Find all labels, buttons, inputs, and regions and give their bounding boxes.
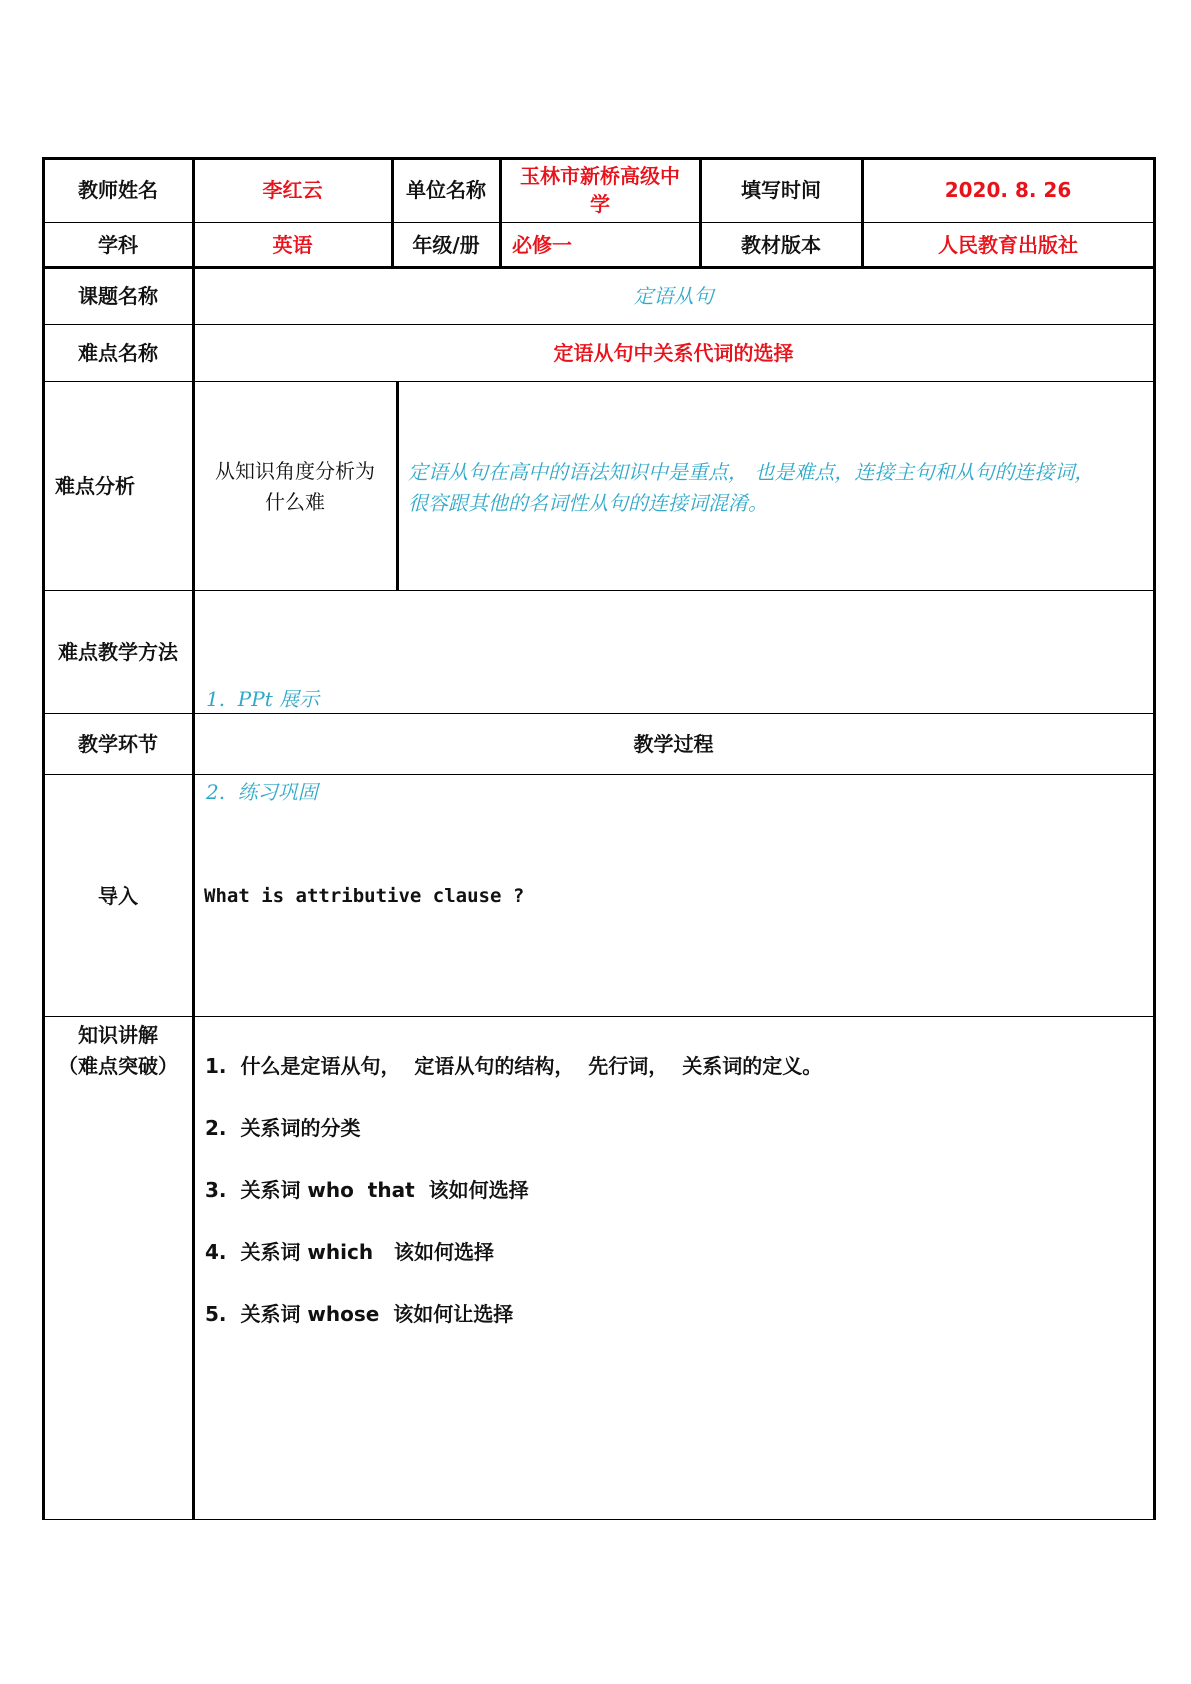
analysis-text-line2: 很容跟其他的名词性从句的连接词混淆。 [408,491,768,515]
difficulty-label: 难点名称 [78,341,158,365]
knowledge-label [44,1017,192,1085]
analysis-sub-label [194,455,396,519]
analysis-text-line1: 定语从句在高中的语法知识中是重点， 也是难点，连接主句和从句的连接词， [408,460,1095,484]
knowledge-item: 5. 关系词 whose 该如何让选择 [205,1302,514,1326]
row-divider [42,381,1156,382]
table-border-right [1153,157,1156,1520]
textbook-label: 教材版本 [741,232,821,257]
row-divider [42,590,1156,591]
topic-value: 定语从句 [633,284,714,308]
knowledge-item: 1. 什么是定语从句， 定语从句的结构， 先行词， 关系词的定义。 [205,1054,823,1078]
fill-date-value: 2020. 8. 26 [944,178,1072,202]
difficulty-value: 定语从句中关系代词的选择 [553,341,794,365]
knowledge-label-line2: （难点突破） [58,1054,178,1078]
knowledge-item: 2. 关系词的分类 [205,1116,361,1140]
row-divider [42,1016,1156,1017]
teacher-name-value: 李红云 [262,178,323,202]
textbook-value: 人民教育出版社 [938,232,1078,257]
subject-label: 学科 [98,232,138,257]
analysis-sub-label-line2: 什么难 [265,490,325,514]
knowledge-item: 3. 关系词 who that 该如何选择 [205,1178,529,1202]
method-item: 2. 练习巩固 [206,780,318,804]
knowledge-item: 4. 关系词 which 该如何选择 [205,1240,494,1264]
fill-date-label: 填写时间 [741,178,821,202]
process-section-label: 教学环节 [78,732,158,756]
column-divider [396,381,399,591]
knowledge-label-line1: 知识讲解 [78,1023,158,1047]
table-border-bottom [42,1519,1156,1520]
method-item: 1. PPt 展示 [206,687,320,711]
topic-label: 课题名称 [78,284,158,308]
unit-name-value [501,158,699,222]
method-label: 难点教学方法 [58,640,178,664]
analysis-label: 难点分析 [55,474,135,498]
intro-text: What is attributive clause ? [204,884,525,907]
teacher-name-label: 教师姓名 [78,178,158,202]
analysis-sub-label-line1: 从知识角度分析为 [215,459,375,483]
unit-name-label: 单位名称 [406,178,486,202]
unit-name-line2: 学 [590,192,610,216]
grade-value: 必修一 [512,232,572,257]
unit-name-line1: 玉林市新桥高级中 [520,164,680,188]
intro-label: 导入 [98,883,138,908]
grade-label: 年级/册 [412,232,480,257]
analysis-text [408,457,1153,519]
subject-value: 英语 [272,232,313,257]
process-header-value: 教学过程 [633,732,714,756]
